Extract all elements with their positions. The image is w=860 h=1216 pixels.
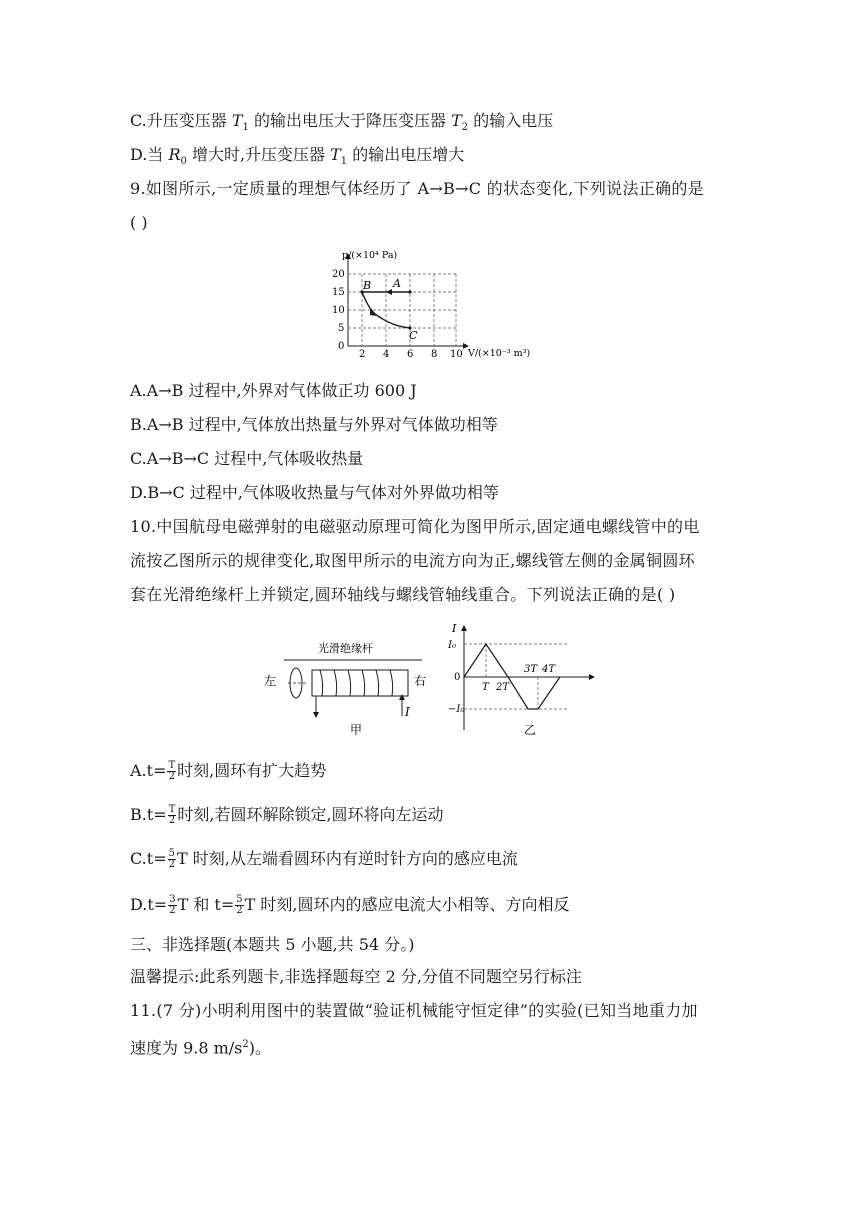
it-zero-label: 0 [454,672,461,683]
fraction-t-over-2: $\frac{T}{2}$ [168,760,176,782]
it-tick-t: T [482,682,489,693]
question-11-stem-2: 速度为 9.8 $m/s^2$)。 [130,1038,272,1058]
it-tick-3t: 3T [524,664,538,675]
pv-ytick-0: 0 [338,341,345,352]
question-11-stem-1: 11.(7 分)小明利用图中的装置做“验证机械能守恒定律”的实验(已知当地重力加 [130,1001,698,1020]
pv-point-c: C [409,329,418,342]
question-9-blank: ( ) [130,213,148,232]
fraction-t-over-2: $\frac{T}{2}$ [168,804,176,826]
pv-xtick-8: 8 [431,349,438,360]
pv-ytick-20: 20 [332,269,345,280]
pv-xtick-6: 6 [407,349,414,360]
solenoid-diagram [262,636,448,740]
question-10-stem-3: 套在光滑绝缘杆上并锁定,圆环轴线与螺线管轴线重合。下列说法正确的是( ) [130,585,676,604]
it-y-axis-label: I [452,622,457,635]
pv-ytick-10: 10 [332,305,345,316]
question-10-stem-1: 10.中国航母电磁弹射的电磁驱动原理可简化为图甲所示,固定通电螺线管中的电 [130,517,700,536]
option-9b: B.A→B 过程中,气体放出热量与外界对气体做功相等 [130,415,498,434]
pv-point-a: A [393,277,401,290]
section-3-heading: 三、非选择题(本题共 5 小题,共 54 分。) [130,935,415,954]
figure-b-caption: 乙 [524,723,537,737]
pv-point-b: B [363,279,372,292]
it-neg-i0-label: −I₀ [448,704,465,715]
pv-ytick-5: 5 [338,323,345,334]
option-8c: C.升压变压器 $T_1$ 的输出电压大于降压变压器 $T_2$ 的输入电压 [130,111,554,134]
option-10c: C.t= $\frac{5}{2}$ T 时刻,从左端看圆环内有逆时针方向的感应电流 [130,848,518,870]
pv-xtick-10: 10 [450,349,463,360]
pv-x-axis-label: V/(×10⁻³ m³) [468,348,531,359]
pv-xtick-4: 4 [383,349,390,360]
solenoid [312,670,408,696]
right-label: 右 [414,674,427,688]
pv-xtick-2: 2 [359,349,366,360]
it-i0-label: I₀ [448,640,456,651]
option-9c: C.A→B→C 过程中,气体吸收热量 [130,449,364,468]
question-9-stem: 9.如图所示,一定质量的理想气体经历了 A→B→C 的状态变化,下列说法正确的是 [130,179,704,198]
current-time-graph [448,620,598,740]
left-label: 左 [264,674,277,688]
pv-ytick-15: 15 [332,287,345,298]
fraction-5-over-2: $\frac{5}{2}$ [236,894,243,916]
tip-text: 温馨提示:此系列题卡,非选择题每空 2 分,分值不同题空另行标注 [130,967,582,986]
fraction-3-over-2: $\frac{3}{2}$ [169,894,176,916]
option-10a: A.t= $\frac{T}{2}$ 时刻,圆环有扩大趋势 [130,760,327,782]
figure-a-caption: 甲 [350,723,363,737]
option-10d: D.t= $\frac{3}{2}$ T 和 t= $\frac{5}{2}$ T 时刻,圆环内的感应电流大小相等、方向相反 [130,894,570,916]
option-8d: D.当 $R_0$ 增大时,升压变压器 $T_1$ 的输出电压增大 [130,145,465,168]
it-tick-4t: 4T [542,664,556,675]
option-10b: B.t= $\frac{T}{2}$ 时刻,若圆环解除锁定,圆环将向左运动 [130,804,444,826]
rod-label: 光滑绝缘杆 [318,642,373,655]
option-9d: D.B→C 过程中,气体吸收热量与气体对外界做功相等 [130,483,499,502]
pv-diagram [330,246,550,362]
pv-y-axis-label: p/(×10⁴ Pa) [342,250,398,261]
option-9a: A.A→B 过程中,外界对气体做正功 600 J [130,381,417,400]
current-label: I [405,705,410,719]
it-tick-2t: 2T [496,682,510,693]
fraction-5-over-2: $\frac{5}{2}$ [168,848,175,870]
question-10-stem-2: 流按乙图所示的规律变化,取图甲所示的电流方向为正,螺线管左侧的金属铜圆环 [130,551,695,570]
